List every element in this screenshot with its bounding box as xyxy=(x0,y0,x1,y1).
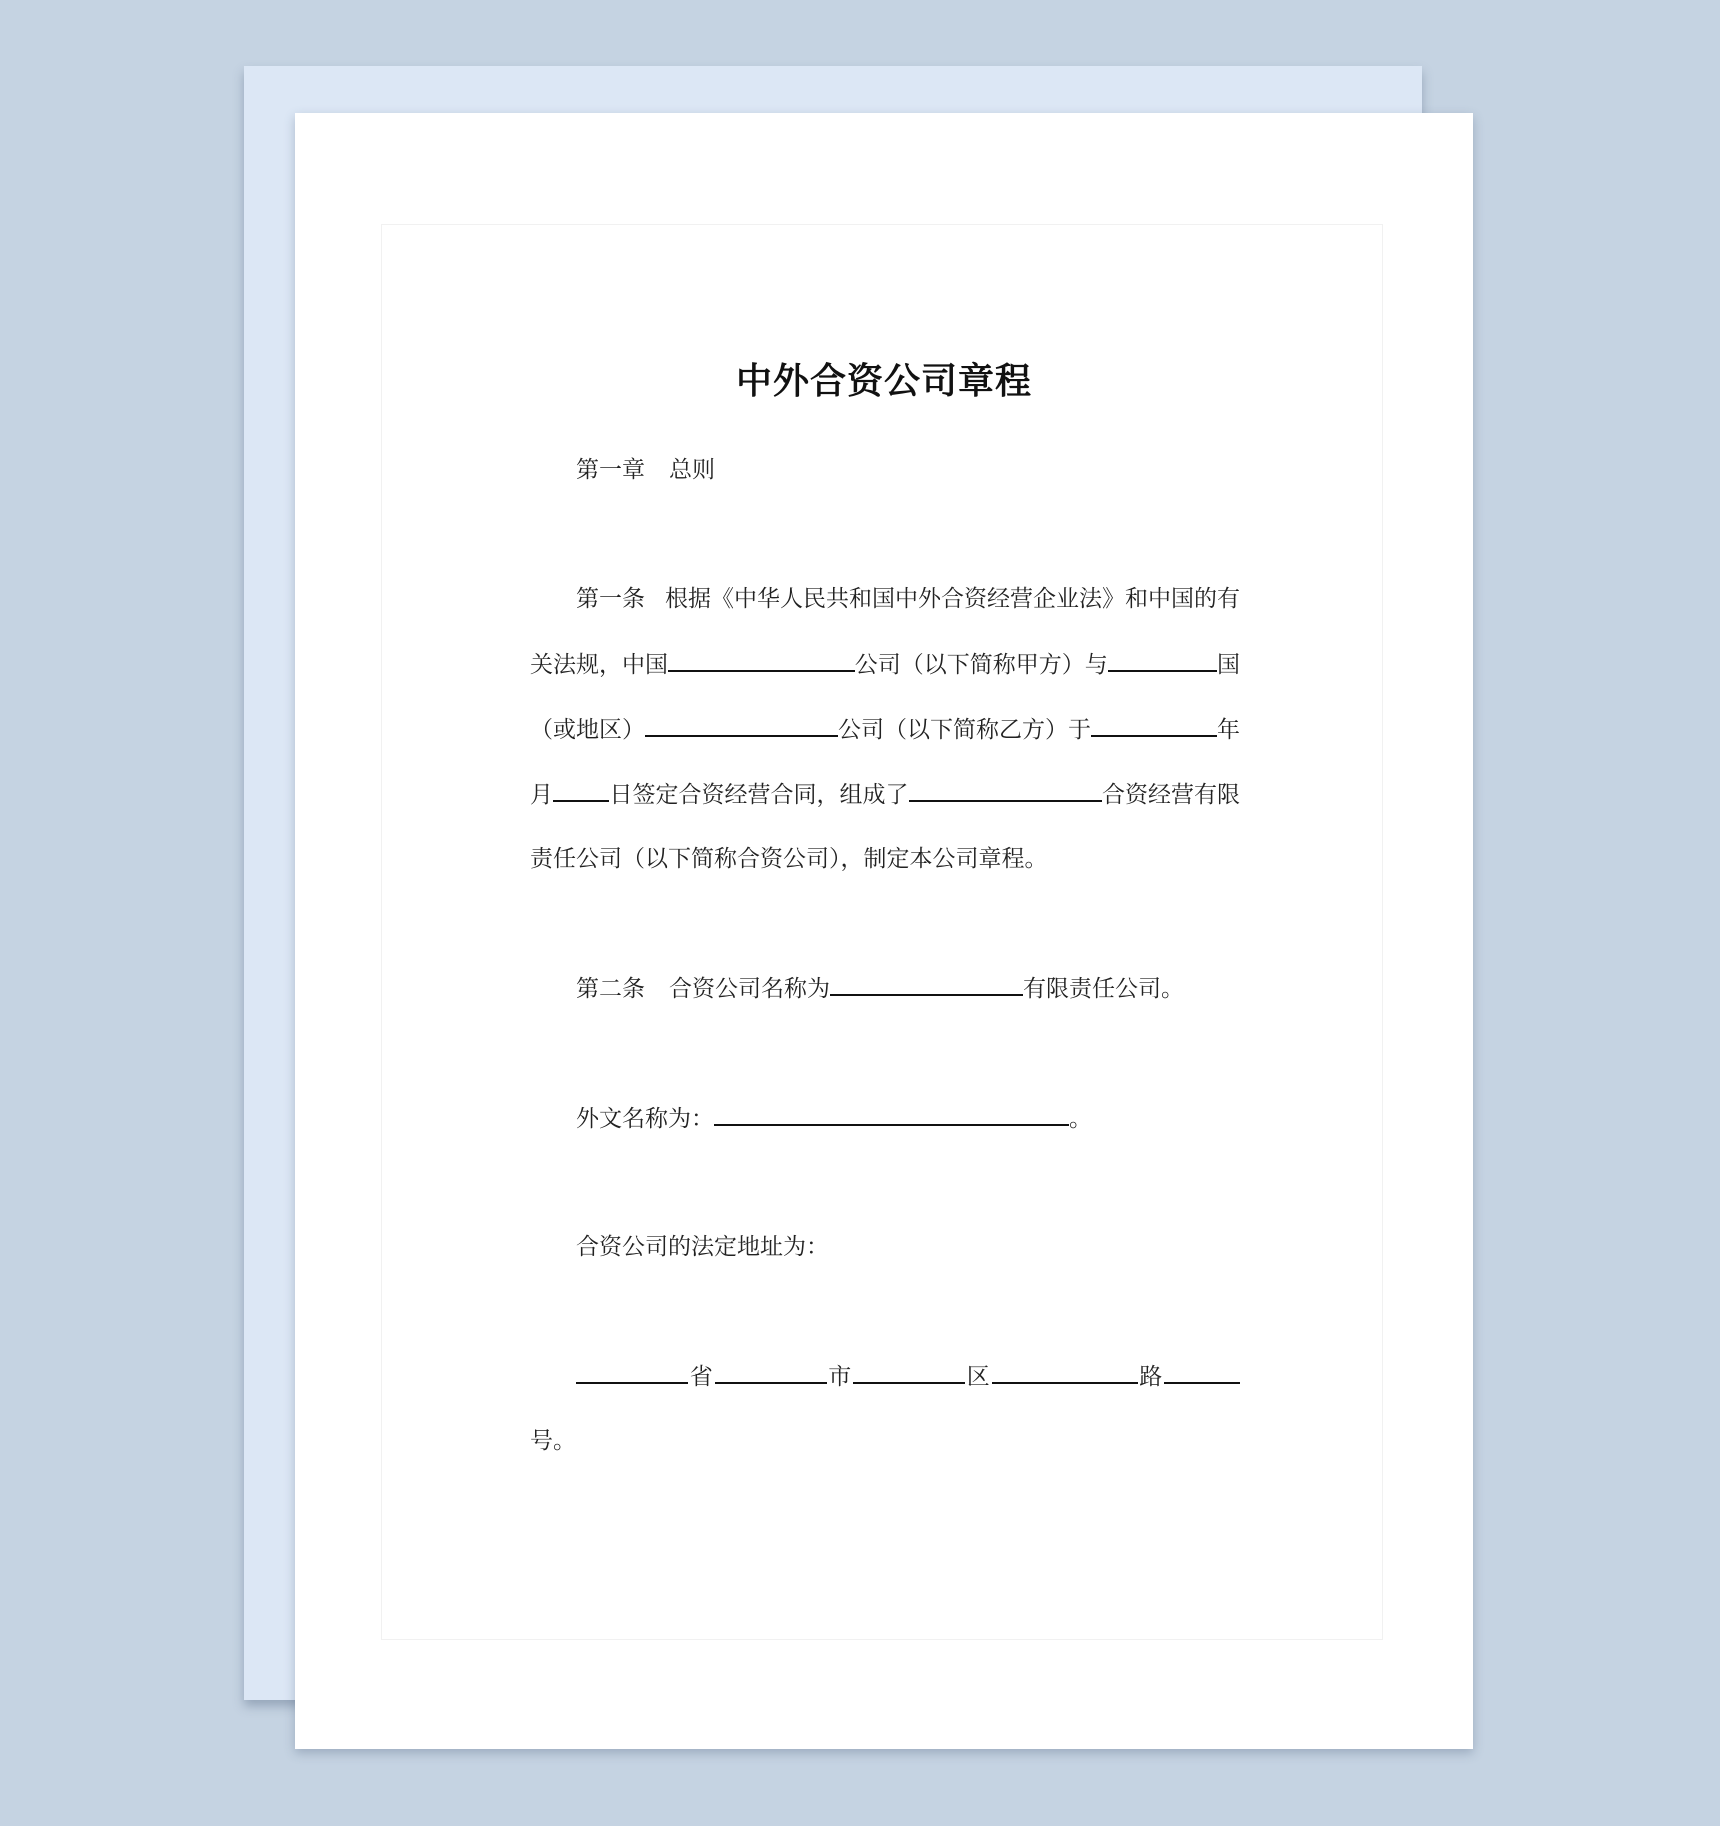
blank-foreign-name[interactable] xyxy=(714,1098,1069,1126)
blank-number[interactable] xyxy=(1164,1356,1240,1384)
blank-road[interactable] xyxy=(992,1356,1138,1384)
article1-text-3c: 年 xyxy=(1217,717,1240,743)
address-road: 路 xyxy=(1139,1364,1163,1390)
article1-text-3b: 公司（以下简称乙方）于 xyxy=(838,717,1091,743)
article1-text-4c: 合资经营有限 xyxy=(1102,782,1240,808)
foreign-name-end: 。 xyxy=(1069,1106,1092,1132)
foreign-name-line xyxy=(576,1098,1240,1138)
blank-jv-name[interactable] xyxy=(909,774,1102,802)
address-city: 市 xyxy=(828,1364,852,1390)
address-district: 区 xyxy=(966,1364,990,1390)
article1-text-1: 根据《中华人民共和国中外合资经营企业法》和中国的有 xyxy=(665,586,1240,612)
article1-text-2b: 公司（以下简称甲方）与 xyxy=(854,652,1108,678)
article1-line3 xyxy=(530,709,1240,749)
blank-district[interactable] xyxy=(853,1356,965,1384)
document-title: 中外合资公司章程 xyxy=(735,361,1032,402)
foreign-name-label: 外文名称为： xyxy=(576,1106,714,1132)
chapter-title: 总则 xyxy=(669,457,715,483)
blank-year[interactable] xyxy=(1091,709,1217,737)
address-number: 号。 xyxy=(530,1428,576,1454)
blank-city[interactable] xyxy=(715,1356,827,1384)
address-label: 合资公司的法定地址为： xyxy=(576,1234,829,1260)
chapter-label: 第一章 xyxy=(576,457,645,483)
blank-month[interactable] xyxy=(553,774,609,802)
address-fields-line xyxy=(576,1356,1240,1396)
article1-text-4b: 日签定合资经营合同，组成了 xyxy=(609,782,909,808)
address-number-line xyxy=(530,1421,1240,1461)
article1-text-2a: 关法规，中国 xyxy=(530,652,668,678)
blank-country[interactable] xyxy=(1108,644,1217,672)
blank-foreign-company[interactable] xyxy=(645,709,838,737)
article1-line5 xyxy=(530,839,1240,879)
article2-text-b: 有限责任公司。 xyxy=(1023,976,1184,1002)
blank-chinese-company[interactable] xyxy=(668,644,855,672)
address-label-line xyxy=(576,1227,1240,1267)
article1-line2 xyxy=(530,644,1240,684)
article1-text-3a: （或地区） xyxy=(530,717,645,743)
blank-company-name[interactable] xyxy=(830,968,1023,996)
article2-line xyxy=(576,968,1240,1008)
article1-text-2c: 国 xyxy=(1217,652,1240,678)
chapter-heading xyxy=(576,450,1240,490)
article1-text-5: 责任公司（以下简称合资公司），制定本公司章程。 xyxy=(530,846,1048,872)
document-page xyxy=(295,113,1473,1749)
address-province: 省 xyxy=(689,1364,713,1390)
blank-province[interactable] xyxy=(576,1356,688,1384)
article1-label: 第一条 xyxy=(576,586,645,612)
article1-text-4a: 月 xyxy=(530,782,553,808)
article2-label: 第二条 xyxy=(576,976,645,1002)
article2-text-a: 合资公司名称为 xyxy=(669,976,830,1002)
article1-line1 xyxy=(576,579,1240,619)
article1-line4 xyxy=(530,774,1240,814)
